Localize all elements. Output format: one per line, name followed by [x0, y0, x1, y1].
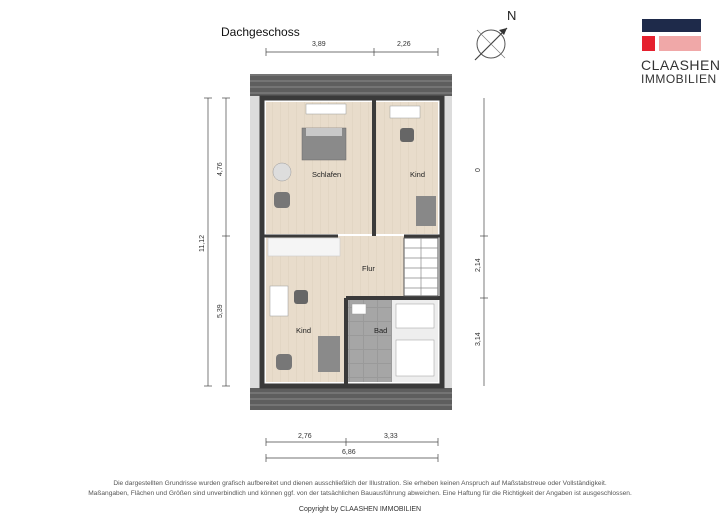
logo-text-line2: IMMOBILIEN: [641, 72, 717, 86]
desk-schlafen: [306, 104, 346, 114]
washbasin: [352, 304, 366, 314]
pillows: [306, 128, 342, 136]
compass-icon: [475, 8, 516, 60]
dim-left-total: 11,12: [199, 235, 206, 252]
room-label-bad: Bad: [374, 326, 388, 335]
bathtub: [396, 304, 434, 328]
disclaimer-line2: Maßangaben, Flächen und Größen sind unverbindlich und können ggf. von der tatsächlichen Bauausführung abweichen. Eine Haftung für die Richtigkeit der Angaben ist ausgeschlossen.: [88, 490, 632, 497]
room-label-schlafen: Schlafen: [312, 170, 342, 179]
dim-right-mid: 2,14: [475, 258, 482, 272]
round-table: [273, 163, 291, 181]
bed-kind-top: [416, 196, 436, 226]
armchair-kind-bottom: [276, 354, 292, 370]
dim-left-lower: 5,39: [217, 304, 224, 318]
logo-text-line1: CLAASHEN: [641, 57, 720, 73]
chair-kind-top: [400, 128, 414, 142]
bed-kind-bottom: [318, 336, 340, 372]
room-label-kind-top: Kind: [410, 170, 426, 179]
staircase: [404, 238, 438, 296]
dim-bottom-total: 6,86: [342, 449, 356, 456]
roof-top: [250, 74, 452, 96]
compass-north-label: N: [507, 8, 517, 23]
copyright: Copyright by CLAASHEN IMMOBILIEN: [298, 506, 422, 513]
dim-top-left: 3,89: [312, 41, 326, 48]
dim-bottom-left: 2,76: [298, 433, 312, 440]
dim-bottom-right: 3,33: [384, 433, 398, 440]
dim-right-top: 0: [475, 168, 482, 172]
shower: [396, 340, 434, 376]
dim-top-right: 2,26: [397, 41, 411, 48]
armchair: [274, 192, 290, 208]
disclaimer-line1: Die dargestellten Grundrisse wurden grafisch aufbereitet und dienen ausschließlich der Illustration. Sie erheben keinen Anspruch auf Maßstabstreue oder Vollständigkeit.: [113, 480, 607, 487]
dim-left-upper: 4,76: [217, 162, 224, 176]
room-label-flur: Flur: [362, 264, 375, 273]
desk-kind-top: [390, 106, 420, 118]
flur-cabinet: [268, 238, 340, 256]
floor-title: Dachgeschoss: [221, 25, 300, 39]
desk-kind-bottom: [270, 286, 288, 316]
dim-right-bottom: 3,14: [475, 332, 482, 346]
chair-kind-bottom: [294, 290, 308, 304]
disclaimer: [20, 479, 700, 499]
room-label-kind-bottom: Kind: [296, 326, 312, 335]
roof-bottom: [250, 388, 452, 410]
